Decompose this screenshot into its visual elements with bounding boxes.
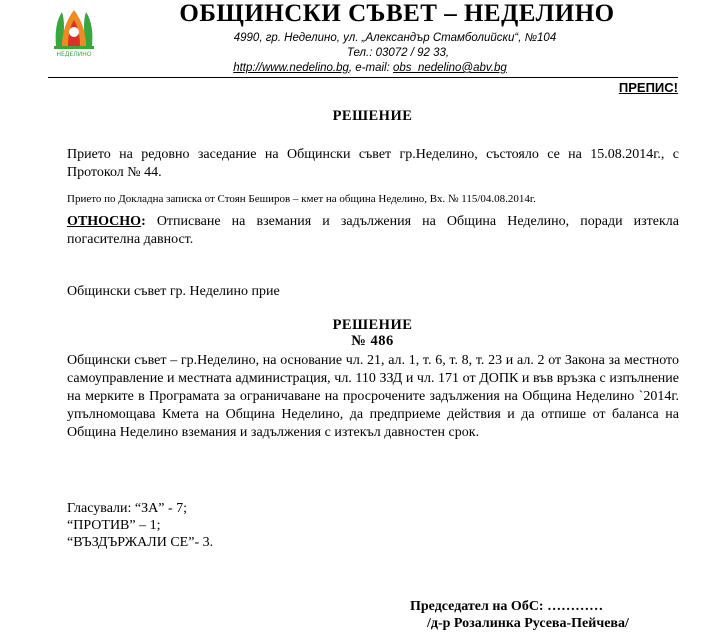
decision-title: РЕШЕНИЕ	[332, 317, 413, 333]
decision-heading: РЕШЕНИЕ	[332, 108, 413, 124]
org-contacts	[10, 62, 720, 74]
logo-text: НЕДЕЛИНО	[56, 51, 92, 58]
email-link[interactable]: obs_nedelino@abv.bg	[393, 62, 507, 74]
org-title: ОБЩИНСКИ СЪВЕТ – НЕДЕЛИНО	[179, 0, 615, 27]
subject-paragraph	[67, 213, 679, 249]
decision-number: № 486	[351, 333, 394, 349]
vote-abstained: “ВЪЗДЪРЖАЛИ СЕ”- 3.	[67, 535, 214, 550]
report-paragraph: Прието по Докладна записка от Стоян Беширов – кмет на община Неделино, Вх. № 115/04.08.2014г.	[67, 193, 536, 205]
org-address: 4990, гр. Неделино, ул. „Александър Стамболийски“, №104	[233, 32, 557, 44]
vote-for: Гласували: “ЗА” - 7;	[67, 501, 188, 516]
email-label: , e-mail:	[348, 62, 390, 74]
subject-colon: :	[141, 214, 146, 229]
decision-body: Общински съвет – гр.Неделино, на основание чл. 21, ал. 1, т. 6, т. 8, т. 23 и ал. 2 от Закона за местното самоуправление и местната администрация, чл. 110 ЗЗД и чл. 171 от ДОПК и във връзка с изпълнение на мерките в Програмата за ограничаване на просрочените задължения на Община Неделино `2014г. упълномощава Кмета на Община Неделино, да предприеме действия и да отпише от баланса на Община Неделино вземания и задължения с изтекъл давностен срок.	[67, 353, 679, 440]
vote-against: “ПРОТИВ” – 1;	[67, 518, 161, 533]
org-phone: Тел.: 03072 / 92 33,	[346, 47, 450, 59]
adopted-paragraph: Прието на редовно заседание на Общински съвет гр.Неделино, състояло се на 15.08.2014г., с Протокол № 44.	[67, 147, 679, 180]
chair-label: Председател на ОбС: …………	[410, 599, 604, 614]
copy-mark: ПРЕПИС!	[618, 80, 678, 95]
chair-name: /д-р Розалинка Русева-Пейчева/	[427, 616, 629, 631]
council-decides: Общински съвет гр. Неделино прие	[67, 284, 280, 299]
website-link[interactable]: http://www.nedelino.bg	[233, 62, 349, 74]
subject-label: ОТНОСНО	[67, 214, 142, 229]
subject-text: Отписване на вземания и задължения на Община Неделино, поради изтекла погасителна давност.	[67, 214, 679, 247]
header-divider	[48, 77, 678, 78]
